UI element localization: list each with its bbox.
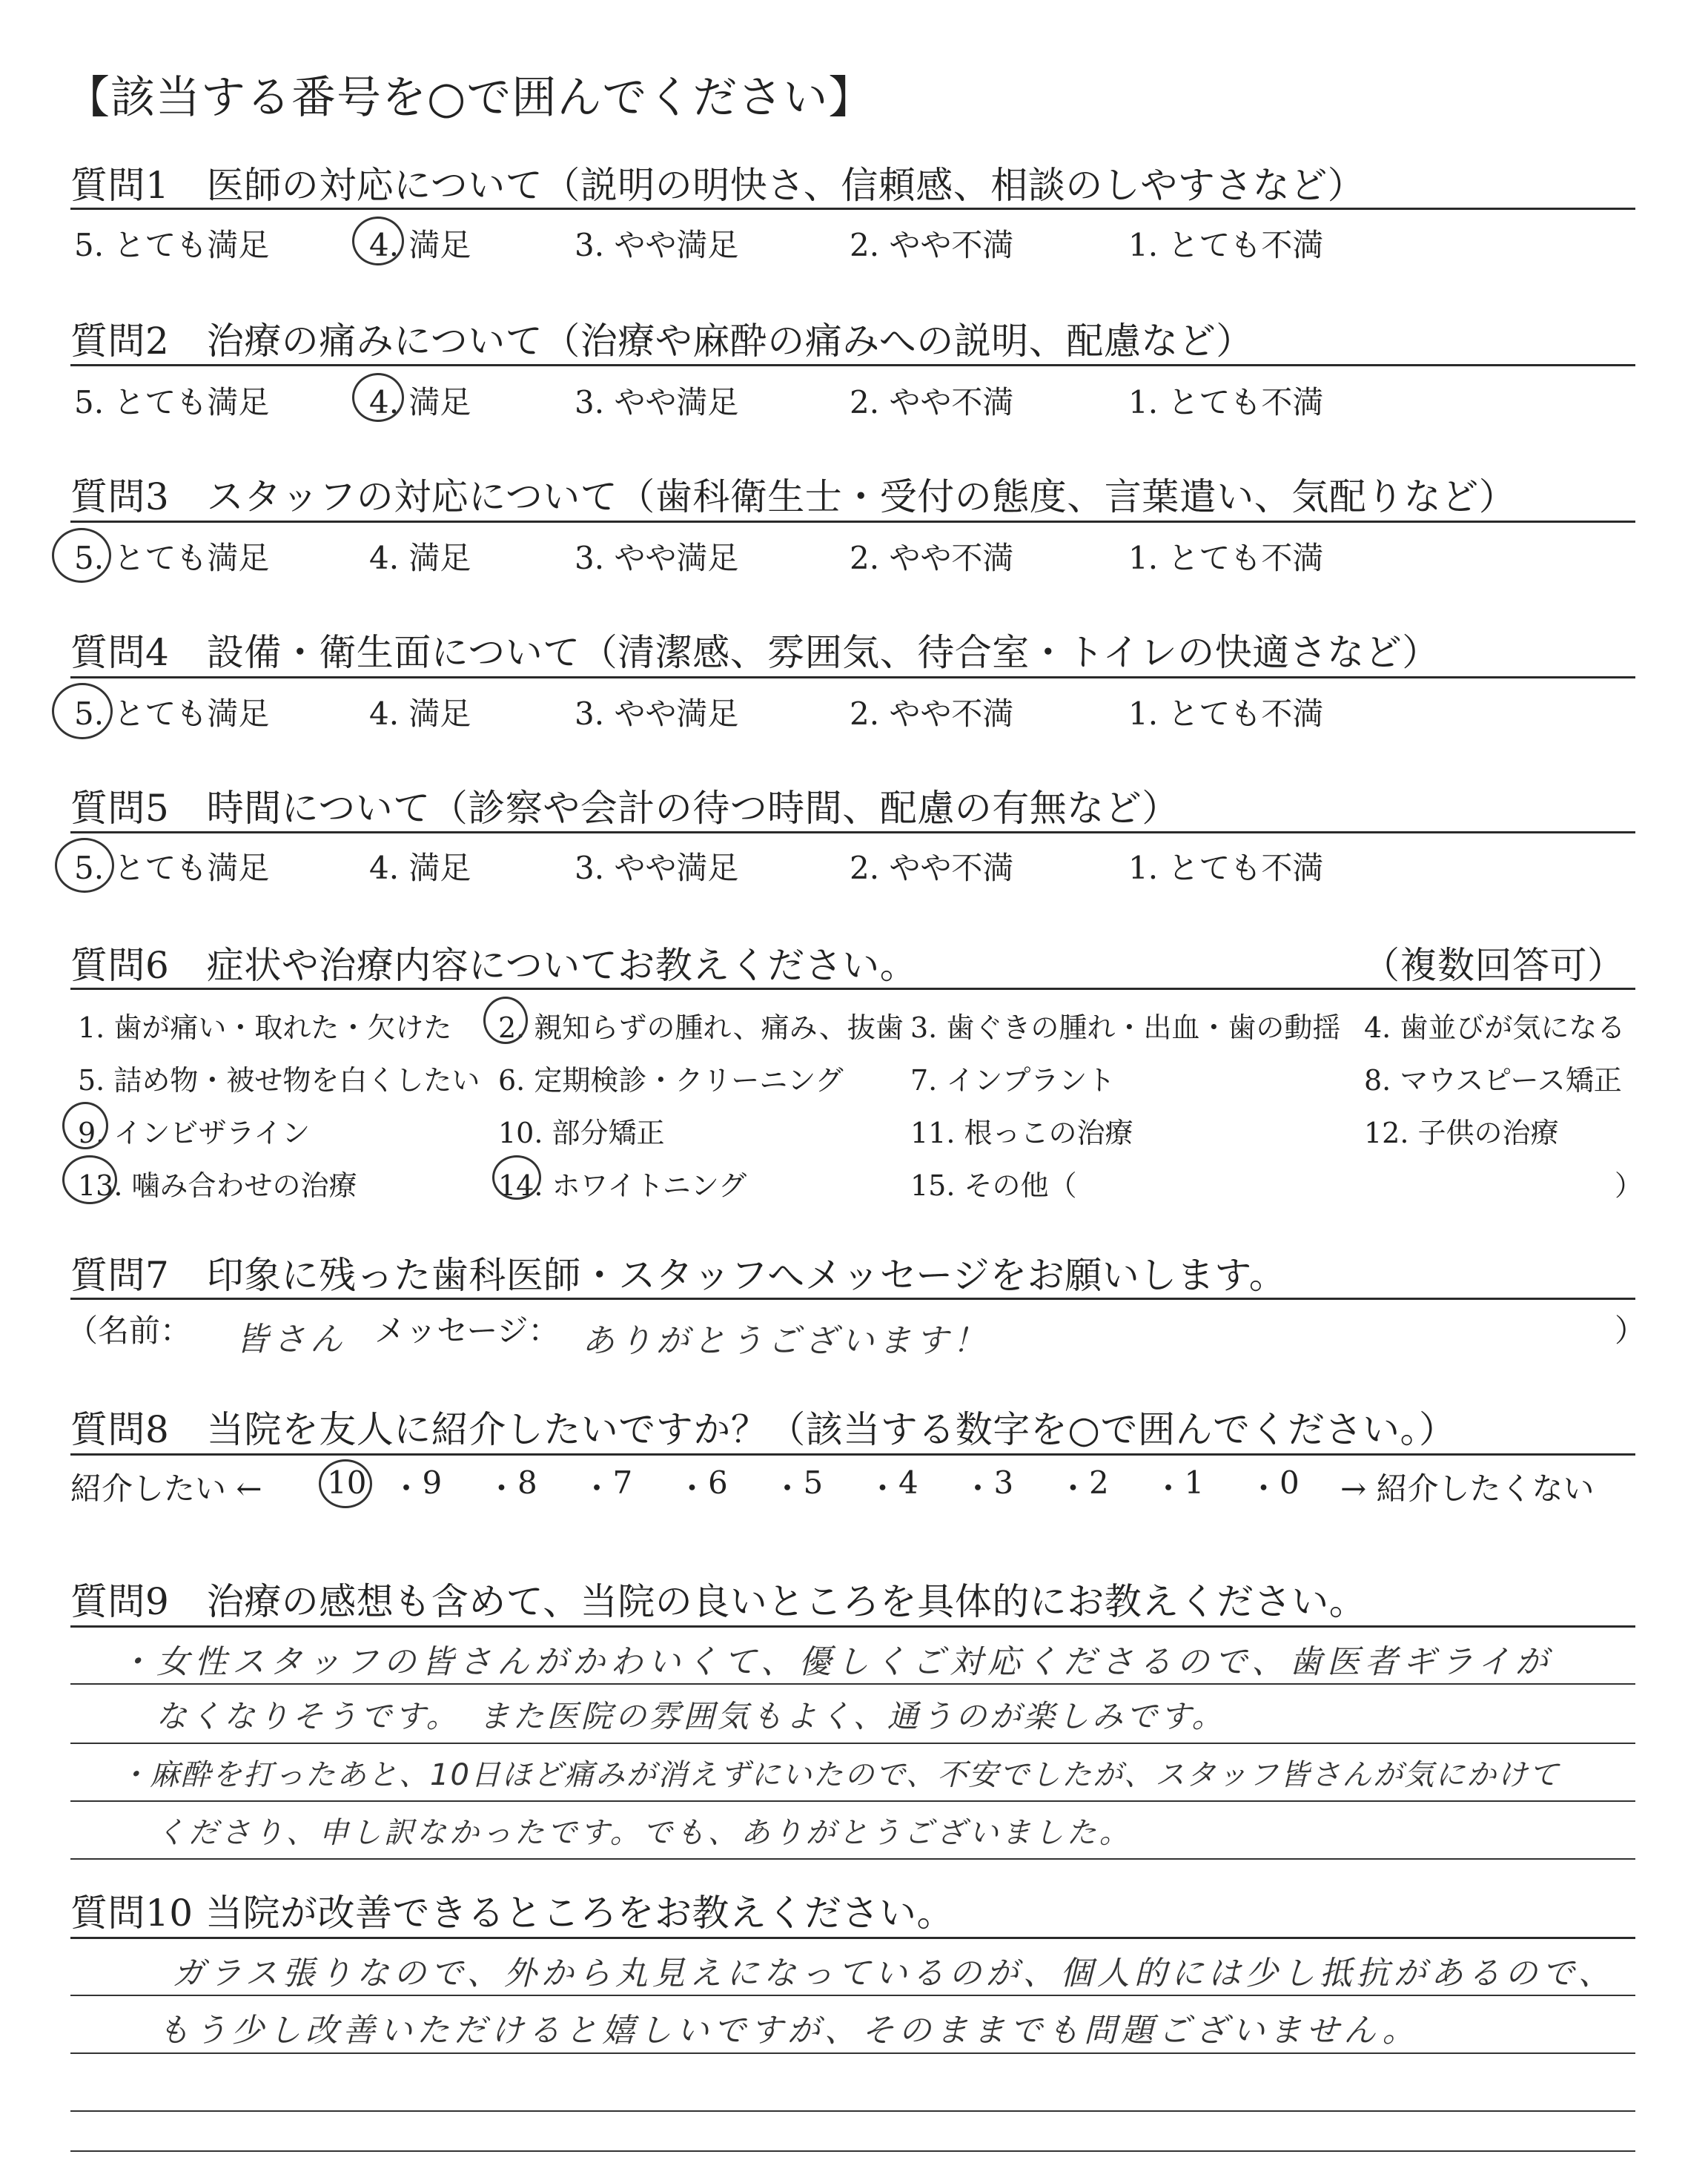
q6-option-12[interactable]: 12. 子供の治療 xyxy=(1364,1117,1559,1149)
q7-message-value[interactable]: ありがとうございます！ xyxy=(582,1322,990,1360)
q8-scale-separator: ・ xyxy=(1057,1470,1089,1507)
q8-scale-separator: ・ xyxy=(581,1470,613,1507)
q8-scale-separator: ・ xyxy=(391,1470,423,1507)
q3-title: 質問3 スタッフの対応について（歯科衛生士・受付の態度、言葉遣い、気配りなど） xyxy=(70,475,1517,518)
q7-rule xyxy=(70,1298,1635,1300)
q7-title: 質問7 印象に残った歯科医師・スタッフへメッセージをお願いします。 xyxy=(70,1254,1287,1297)
q6-other-close: ） xyxy=(1615,1169,1644,1202)
q5-option-1[interactable]: 1. とても不満 xyxy=(1128,850,1324,886)
q9-answer-line-4[interactable]: くださり、申し訳なかったです。でも、ありがとうございました。 xyxy=(156,1816,1132,1850)
q1-option-4[interactable]: 4. 満足 xyxy=(369,227,471,263)
q3-option-4[interactable]: 4. 満足 xyxy=(369,540,471,576)
q3-option-3[interactable]: 3. やや満足 xyxy=(575,540,739,576)
q1-option-2[interactable]: 2. やや不満 xyxy=(850,227,1014,263)
q6-title: 質問6 症状や治療内容についてお教えください。 xyxy=(70,944,918,987)
q5-option-3[interactable]: 3. やや満足 xyxy=(575,850,739,886)
q7-name-value[interactable]: 皆さん xyxy=(236,1321,347,1358)
q10-line-4 xyxy=(70,2150,1635,2152)
q1-rule xyxy=(70,208,1635,210)
q6-note: （複数回答可） xyxy=(1363,944,1625,987)
q6-option-5[interactable]: 5. 詰め物・被せ物を白くしたい xyxy=(78,1064,480,1097)
q8-scale-separator: ・ xyxy=(1248,1470,1280,1507)
q8-scale-1[interactable]: 1 xyxy=(1184,1464,1205,1501)
q8-scale-separator: ・ xyxy=(486,1470,517,1507)
q4-option-4[interactable]: 4. 満足 xyxy=(369,696,471,732)
q8-right-label: → 紹介したくない xyxy=(1340,1470,1595,1507)
q6-option-13[interactable]: 13. 噛み合わせの治療 xyxy=(78,1169,357,1202)
q6-option-2[interactable]: 2. 親知らずの腫れ、痛み、抜歯 xyxy=(498,1011,904,1044)
q2-option-3[interactable]: 3. やや満足 xyxy=(575,384,739,420)
q8-scale-2[interactable]: 2 xyxy=(1089,1464,1109,1501)
q3-option-2[interactable]: 2. やや不満 xyxy=(850,540,1014,576)
q5-rule xyxy=(70,831,1635,833)
q6-rule xyxy=(70,988,1635,990)
q10-answer-line-2[interactable]: もう少し改善いただけると嬉しいですが、そのままでも問題ございません。 xyxy=(157,2012,1420,2050)
q6-option-9[interactable]: 9. インビザライン xyxy=(78,1117,311,1149)
q6-option-6[interactable]: 6. 定期検診・クリーニング xyxy=(498,1064,844,1097)
q4-option-1[interactable]: 1. とても不満 xyxy=(1128,696,1324,732)
q10-line-1 xyxy=(70,1995,1635,1996)
q9-line-3 xyxy=(70,1800,1635,1802)
q10-line-3 xyxy=(70,2110,1635,2112)
q2-rule xyxy=(70,364,1635,366)
q8-scale-4[interactable]: 4 xyxy=(898,1464,918,1501)
q10-line-2 xyxy=(70,2052,1635,2054)
q3-option-5[interactable]: 5. とても満足 xyxy=(74,540,270,576)
q4-title: 質問4 設備・衛生面について（清潔感、雰囲気、待合室・トイレの快適さなど） xyxy=(70,631,1440,674)
q6-option-11[interactable]: 11. 根っこの治療 xyxy=(910,1117,1133,1149)
q3-rule xyxy=(70,521,1635,523)
q8-title: 質問8 当院を友人に紹介したいですか？（該当する数字を○で囲んでください。） xyxy=(70,1408,1457,1451)
q6-option-15[interactable]: 15. その他（ xyxy=(910,1169,1077,1202)
q8-scale-separator: ・ xyxy=(772,1470,804,1507)
q9-answer-line-2[interactable]: なくなりそうです。 また医院の雰囲気もよく、通うのが楽しみです。 xyxy=(156,1698,1226,1734)
q5-option-4[interactable]: 4. 満足 xyxy=(369,850,471,886)
q9-line-4 xyxy=(70,1858,1635,1860)
q1-option-1[interactable]: 1. とても不満 xyxy=(1128,227,1324,263)
q6-option-8[interactable]: 8. マウスピース矯正 xyxy=(1364,1064,1622,1097)
q1-option-3[interactable]: 3. やや満足 xyxy=(575,227,739,263)
q8-scale-separator: ・ xyxy=(867,1470,898,1507)
q9-answer-line-3[interactable]: ・麻酔を打ったあと、10日ほど痛みが消えずにいたので、不安でしたが、スタッフ皆さんが気にかけて xyxy=(119,1758,1560,1792)
q8-scale-separator: ・ xyxy=(676,1470,708,1507)
q8-scale-9[interactable]: 9 xyxy=(422,1464,443,1501)
q8-scale-10[interactable]: 10 xyxy=(327,1464,367,1501)
q6-option-3[interactable]: 3. 歯ぐきの腫れ・出血・歯の動揺 xyxy=(910,1011,1341,1044)
q6-option-7[interactable]: 7. インプラント xyxy=(910,1064,1116,1097)
q4-option-5[interactable]: 5. とても満足 xyxy=(74,696,270,732)
q6-option-4[interactable]: 4. 歯並びが気になる xyxy=(1364,1011,1626,1044)
q8-scale-8[interactable]: 8 xyxy=(517,1464,537,1501)
q2-option-5[interactable]: 5. とても満足 xyxy=(74,384,270,420)
q9-line-1 xyxy=(70,1683,1635,1685)
q7-name-label: （名前： xyxy=(67,1312,192,1349)
q6-option-1[interactable]: 1. 歯が痛い・取れた・欠けた xyxy=(78,1011,452,1044)
q8-scale-3[interactable]: 3 xyxy=(993,1464,1014,1501)
q8-rule xyxy=(70,1453,1635,1456)
q9-line-2 xyxy=(70,1743,1635,1744)
q7-close: ） xyxy=(1615,1312,1646,1349)
q9-answer-line-1[interactable]: ・女性スタッフの皆さんがかわいくて、優しくご対応くださるので、歯医者ギライが xyxy=(119,1643,1553,1681)
q8-scale-separator: ・ xyxy=(962,1470,994,1507)
q2-title: 質問2 治療の痛みについて（治療や麻酔の痛みへの説明、配慮など） xyxy=(70,320,1254,363)
q5-option-2[interactable]: 2. やや不満 xyxy=(850,850,1014,886)
q8-scale-separator: ・ xyxy=(1153,1470,1185,1507)
q8-scale-7[interactable]: 7 xyxy=(612,1464,633,1501)
page-heading: 【該当する番号を○で囲んでください】 xyxy=(65,72,874,124)
q6-option-14[interactable]: 14. ホワイトニング xyxy=(498,1169,747,1202)
q5-title: 質問5 時間について（診察や会計の待つ時間、配慮の有無など） xyxy=(70,787,1179,830)
q10-title: 質問10 当院が改善できるところをお教えください。 xyxy=(70,1892,955,1935)
q5-option-5[interactable]: 5. とても満足 xyxy=(74,850,270,886)
q8-left-label: 紹介したい ← xyxy=(70,1470,262,1507)
q4-option-3[interactable]: 3. やや満足 xyxy=(575,696,739,732)
q8-scale-0[interactable]: 0 xyxy=(1280,1464,1300,1501)
q1-option-5[interactable]: 5. とても満足 xyxy=(74,227,270,263)
q3-option-1[interactable]: 1. とても不満 xyxy=(1128,540,1324,576)
q8-scale-6[interactable]: 6 xyxy=(708,1464,728,1501)
q8-scale-5[interactable]: 5 xyxy=(803,1464,824,1501)
q2-option-2[interactable]: 2. やや不満 xyxy=(850,384,1014,420)
q2-option-1[interactable]: 1. とても不満 xyxy=(1128,384,1324,420)
q9-rule xyxy=(70,1625,1635,1628)
q7-message-label: メッセージ： xyxy=(374,1312,560,1349)
q4-option-2[interactable]: 2. やや不満 xyxy=(850,696,1014,732)
q6-option-10[interactable]: 10. 部分矯正 xyxy=(498,1117,665,1149)
q2-option-4[interactable]: 4. 満足 xyxy=(369,384,471,420)
q10-rule xyxy=(70,1937,1635,1939)
q10-answer-line-1[interactable]: ガラス張りなので、外から丸見えになっているのが、個人的には少し抵抗があるので、 xyxy=(172,1955,1615,1992)
q1-title: 質問1 医師の対応について（説明の明快さ、信頼感、相談のしやすさなど） xyxy=(70,164,1366,207)
q4-rule xyxy=(70,676,1635,678)
q9-title: 質問9 治療の感想も含めて、当院の良いところを具体的にお教えください。 xyxy=(70,1580,1367,1623)
